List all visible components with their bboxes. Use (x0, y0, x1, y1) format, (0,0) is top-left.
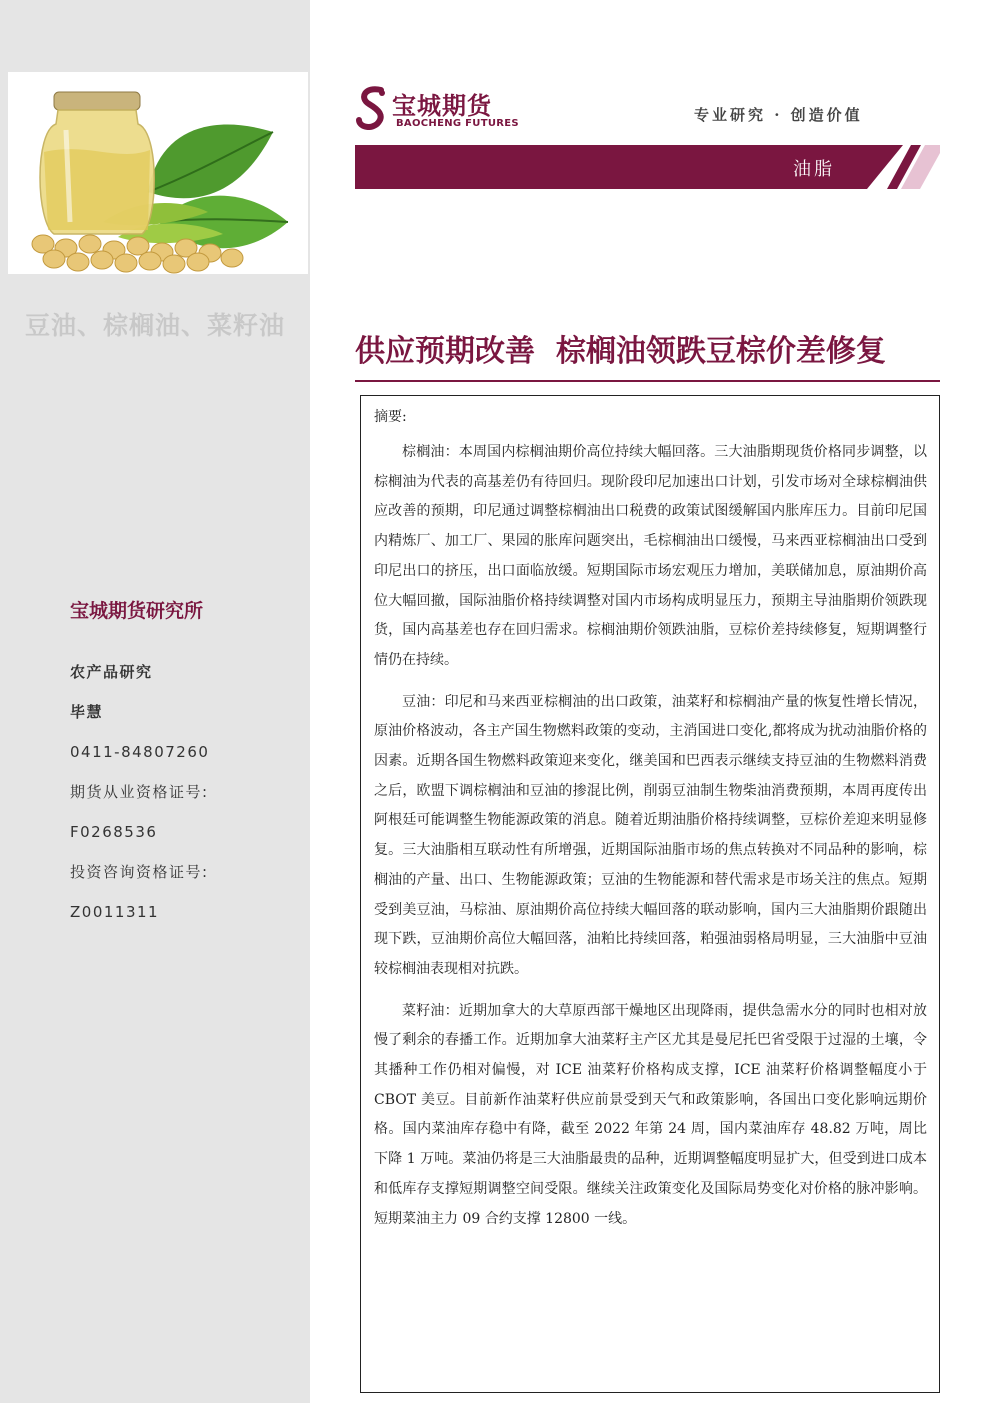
summary-label: 摘要: (374, 409, 407, 425)
summary-paragraph-palm: 棕榈油：本周国内棕榈油期价高位持续大幅回落。三大油脂期现货价格同步调整，以棕榈油为代表的高基差仍有待回归。现阶段印尼加速出口计划，引发市场对全球棕榈油供应改善的预期，印尼通过调整棕榈油出口税费的政策试图缓解国内胀库压力。目前印尼国内精炼厂、加工厂、果园的胀库问题突出，毛棕榈油出口缓慢，马来西亚棕榈油出口受到印尼出口的挤压，出口面临放缓。短期国际市场宏观压力增加，美联储加息，原油期价高位大幅回撤，国际油脂价格持续调整对国内市场构成明显压力，预期主导油脂期价领跌现货，国内高基差也存在回归需求。棕榈油期价领跌油脂，豆棕价差持续修复，短期调整行情仍在持续。 (374, 444, 927, 668)
consult-license-label: 投资咨询资格证号: (70, 863, 209, 881)
analyst-name: 毕慧 (70, 703, 104, 721)
futures-license-number: F0268536 (70, 823, 158, 841)
category-banner (355, 145, 940, 189)
brand-name-en: BAOCHENG FUTURES (396, 118, 519, 129)
slogan: 专业研究 · 创造价值 (694, 106, 863, 124)
sidebar (0, 0, 310, 1403)
futures-license-label: 期货从业资格证号: (70, 783, 209, 801)
oil-jar-soybean-illustration (8, 72, 308, 274)
analyst-contact (70, 658, 209, 938)
phone-number: 0411-84807260 (70, 743, 210, 761)
report-headline: 供应预期改善 棕榈油领跌豆棕价差修复 (355, 334, 886, 369)
brand-logo-icon (355, 86, 389, 130)
consult-license-number: Z0011311 (70, 903, 160, 921)
institute-name: 宝城期货研究所 (70, 600, 204, 622)
summary-paragraph-rapeseed: 菜籽油：近期加拿大的大草原西部干燥地区出现降雨，提供急需水分的同时也相对放慢了剩余的春播工作。近期加拿大油菜籽主产区尤其是曼尼托巴省受限于过湿的土壤，令其播种工作仍相对偏慢，对 ICE 油菜籽价格构成支撑，ICE 油菜籽价格调整幅度小于 CBOT 美豆。目前新作油菜籽供应前景受到天气和政策影响，各国出口变化影响远期价格。国内菜油库存稳中有降，截至 2022 年第 24 周，国内菜油库存 48.82 万吨，周比下降 1 万吨。菜油仍将是三大油脂最贵的品种，近期调整幅度明显扩大，但受到进口成本和低库存支撑短期调整空间受限。继续关注政策变化及国际局势变化对价格的脉冲影响。短期菜油主力 09 合约支撑 12800 一线。 (374, 1002, 927, 1227)
department: 农产品研究 (70, 663, 153, 681)
headline-divider (355, 380, 940, 382)
category-label: 油脂 (793, 159, 835, 180)
product-list-title: 豆油、棕榈油、菜籽油 (24, 311, 285, 340)
summary-paragraph-soybean: 豆油：印尼和马来西亚棕榈油的出口政策，油菜籽和棕榈油产量的恢复性增长情况，原油价格波动，各主产国生物燃料政策的变动，主消国进口变化,都将成为扰动油脂价格的因素。近期各国生物燃料政策迎来变化，继美国和巴西表示继续支持豆油的生物燃料消费之后，欧盟下调棕榈油和豆油的掺混比例，削弱豆油制生物柴油消费预期，本周再度传出阿根廷可能调整生物能源政策的消息。随着近期油脂价格持续调整，豆棕价差迎来明显修复。三大油脂相互联动性有所增强，近期国际油脂市场的焦点转换对不同品种的影响，棕榈油的产量、出口、生物能源政策；豆油的生物能源和替代需求是市场关注的焦点。短期受到美豆油，马棕油、原油期价高位持续大幅回落的联动影响，国内三大油脂期价跟随出现下跌，豆油期价高位大幅回落，油粕比持续回落，粕强油弱格局明显，三大油脂中豆油较棕榈油表现相对抗跌。 (374, 693, 927, 977)
summary-box (360, 395, 940, 1393)
brand-name-cn: 宝城期货 (392, 91, 492, 120)
cover-image (8, 72, 308, 274)
